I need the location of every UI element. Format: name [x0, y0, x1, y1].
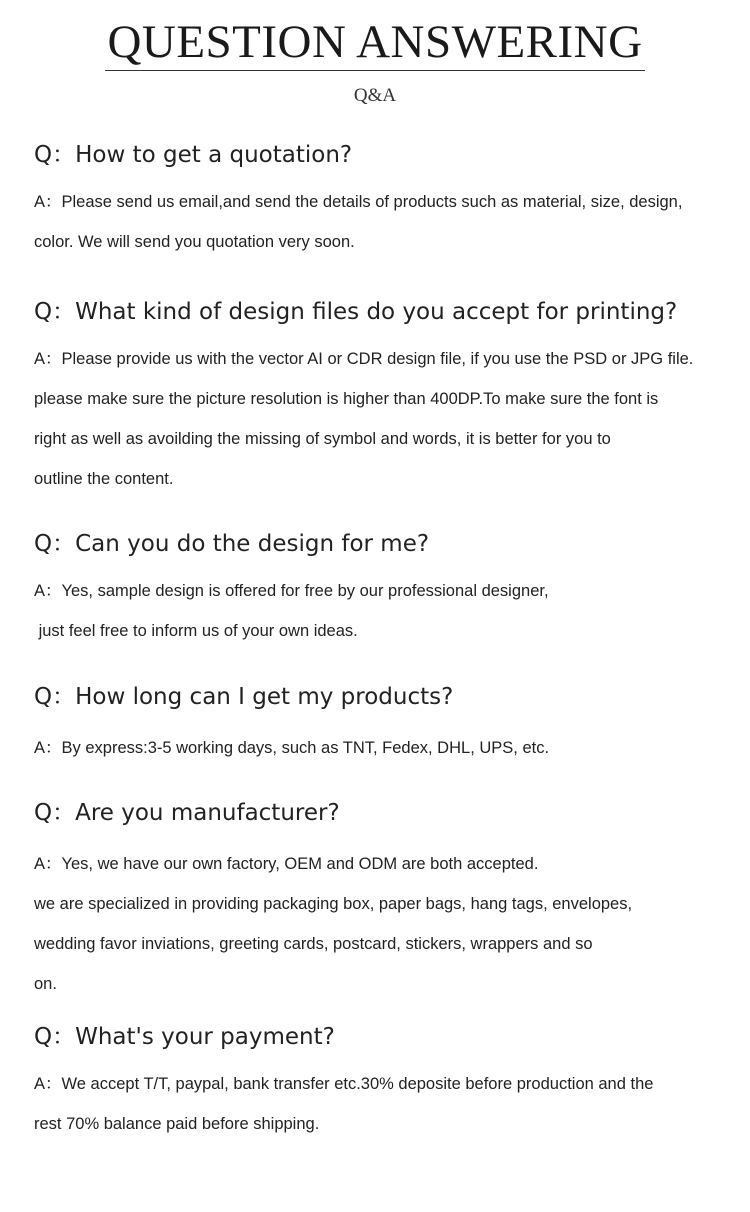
answer-line: please make sure the picture resolution is higher than 400DP.To make sure the font is [34, 390, 659, 408]
answer-text [34, 182, 724, 262]
answer-line: A：Yes, we have our own factory, OEM and ODM are both accepted. [34, 855, 539, 873]
answer-line: A：Please send us email,and send the details of products such as material, size, design, [34, 193, 683, 211]
answer-line: color. We will send you quotation very soon. [34, 233, 355, 251]
question-text: Q：What kind of design files do you accept for printing? [34, 299, 678, 325]
answer-text [34, 339, 724, 499]
answer-line: outline the content. [34, 470, 174, 488]
answer-line: A：We accept T/T, paypal, bank transfer etc.30% deposite before production and the [34, 1075, 654, 1093]
answer-line: wedding favor inviations, greeting cards, postcard, stickers, wrappers and so [34, 935, 593, 953]
qa-item-manufacturer [34, 798, 724, 1004]
answer-line: on. [34, 975, 57, 993]
page-subtitle: Q&A [353, 85, 397, 106]
question-text: Q：Can you do the design for me? [34, 531, 430, 557]
qa-item-lead-time [34, 682, 724, 768]
page-title: QUESTION ANSWERING [105, 14, 644, 71]
qa-item-quotation [34, 140, 724, 262]
answer-line: A：Yes, sample design is offered for free by our professional designer, [34, 582, 549, 600]
answer-line: just feel free to inform us of your own ideas. [34, 622, 358, 640]
answer-text [34, 571, 724, 651]
qa-item-payment [34, 1022, 724, 1144]
qa-item-design-files [34, 297, 724, 499]
answer-text [34, 844, 724, 1004]
question-text: Q：Are you manufacturer? [34, 800, 340, 826]
answer-line: right as well as avoilding the missing of symbol and words, it is better for you to [34, 430, 611, 448]
answer-text [34, 1064, 724, 1144]
page-header [0, 14, 750, 107]
question-text: Q：How long can I get my products? [34, 684, 454, 710]
answer-line: A：By express:3-5 working days, such as TNT, Fedex, DHL, UPS, etc. [34, 739, 550, 757]
answer-line: A：Please provide us with the vector AI or CDR design file, if you use the PSD or JPG file. [34, 350, 694, 368]
answer-line: rest 70% balance paid before shipping. [34, 1115, 320, 1133]
answer-text [34, 728, 724, 768]
question-text: Q：How to get a quotation? [34, 142, 353, 168]
question-text: Q：What's your payment? [34, 1024, 335, 1050]
answer-line: we are specialized in providing packaging box, paper bags, hang tags, envelopes, [34, 895, 633, 913]
qa-item-design-service [34, 529, 724, 651]
